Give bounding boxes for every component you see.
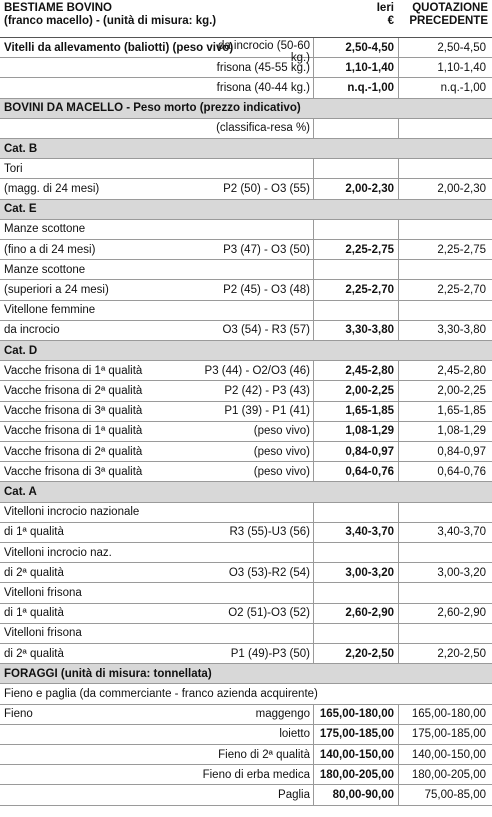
column-divider [398,321,399,340]
row-label: di 2ª qualità [4,566,64,579]
column-divider [398,301,399,320]
row-price-ieri: 1,08-1,29 [345,425,394,438]
column-divider [313,543,314,562]
row-classification: P3 (47) - O3 (50) [223,243,310,256]
row-price-precedente [400,543,486,562]
column-divider [313,159,314,178]
column-divider [398,58,399,77]
table-row [0,179,492,199]
row-price-precedente: 1,08-1,29 [437,425,486,438]
row-label: Vitellone femmine [4,304,96,317]
column-divider [313,725,314,744]
row-classification: P2 (50) - O3 (55) [223,182,310,195]
column-divider [398,38,399,57]
row-classification: frisona (40-44 kg.) [216,81,310,94]
row-label: Fieno e paglia (da commerciante - franco azienda acquirente) [4,687,318,700]
row-classification: maggengo [255,708,310,721]
column-divider [313,785,314,804]
table-row [0,785,492,805]
column-divider [313,240,314,259]
table-row [0,765,492,785]
row-price-precedente: 2,60-2,90 [437,607,486,620]
column-divider [313,745,314,764]
table-row [0,260,492,280]
row-classification [150,503,310,522]
column-divider [313,765,314,784]
row-price-precedente: 2,00-2,25 [437,384,486,397]
column-divider [313,260,314,279]
row-classification [150,624,310,643]
column-divider [398,745,399,764]
column-divider [398,361,399,380]
row-classification: (peso vivo) [253,445,310,458]
header-ieri-line1: Ieri [376,2,394,14]
row-label: di 2ª qualità [4,647,64,660]
row-price-precedente: 2,45-2,80 [437,364,486,377]
row-price-ieri: 2,50-4,50 [345,41,394,54]
column-divider [398,422,399,441]
column-divider [398,705,399,724]
row-price-ieri: 140,00-150,00 [319,748,394,761]
table-row [0,624,492,644]
row-price-precedente: 75,00-85,00 [424,788,486,801]
row-label: Vacche frisona di 2ª qualità [4,384,143,397]
row-label: Fieno [4,708,33,721]
row-price-precedente: 2,25-2,75 [437,243,486,256]
row-price-ieri [314,503,394,522]
column-divider [398,159,399,178]
header-quotazione [404,2,488,28]
column-divider [313,301,314,320]
table-row [0,381,492,401]
header-title-line2: (franco macello) - (unità di misura: kg.) [4,15,217,27]
table-row [0,664,492,684]
column-divider [398,179,399,198]
row-price-precedente [400,301,486,320]
column-divider [398,543,399,562]
row-price-ieri [314,119,394,138]
row-price-precedente: 0,84-0,97 [437,445,486,458]
row-price-precedente: 1,65-1,85 [437,405,486,418]
row-label: Vacche frisona di 3ª qualità [4,465,143,478]
row-label: (fino a di 24 mesi) [4,243,96,256]
row-label: Vitelloni frisona [4,627,82,640]
column-divider [313,583,314,602]
header-quot-line1: QUOTAZIONE [412,2,488,14]
table-header [0,0,492,38]
header-ieri-line2: € [387,15,394,27]
table-row [0,523,492,543]
row-price-ieri [314,624,394,643]
column-divider [313,503,314,522]
column-divider [313,462,314,481]
column-divider [398,442,399,461]
row-price-precedente: 3,40-3,70 [437,526,486,539]
column-divider [313,321,314,340]
column-divider [313,381,314,400]
row-label: Cat. B [4,142,38,155]
row-price-precedente [400,624,486,643]
row-price-precedente: 180,00-205,00 [411,768,486,781]
column-divider [313,624,314,643]
table-row [0,725,492,745]
row-price-precedente: 165,00-180,00 [411,708,486,721]
row-classification: frisona (45-55 kg.) [216,61,310,74]
table-row [0,684,492,704]
row-price-ieri: 2,45-2,80 [345,364,394,377]
table-row [0,240,492,260]
row-classification: P2 (45) - O3 (48) [223,283,310,296]
table-row [0,220,492,240]
row-classification [150,543,310,562]
row-price-ieri: n.q.-1,00 [347,81,394,94]
table-row [0,422,492,442]
row-classification: O3 (54) - R3 (57) [222,324,310,337]
row-price-precedente [400,159,486,178]
row-price-precedente: 2,20-2,50 [437,647,486,660]
column-divider [313,280,314,299]
row-price-ieri [314,543,394,562]
row-label: Cat. D [4,344,38,357]
row-label: da incrocio [4,324,60,337]
row-price-ieri: 1,65-1,85 [345,405,394,418]
row-classification: Fieno di erba medica [202,768,310,781]
row-label: Vitelloni frisona [4,586,82,599]
row-price-ieri: 2,25-2,75 [345,243,394,256]
row-price-precedente: 175,00-185,00 [411,728,486,741]
row-classification [150,583,310,602]
table-row [0,321,492,341]
row-price-precedente: 140,00-150,00 [411,748,486,761]
table-row [0,99,492,119]
table-row [0,78,492,98]
row-label: Manze scottone [4,223,86,236]
column-divider [398,725,399,744]
row-price-ieri: 2,00-2,25 [345,384,394,397]
table-row [0,563,492,583]
table-row [0,200,492,220]
row-price-ieri: 3,30-3,80 [345,324,394,337]
row-label: Vacche frisona di 1ª qualità [4,364,143,377]
column-divider [398,462,399,481]
row-price-precedente [400,220,486,239]
header-ieri [358,2,394,28]
row-price-precedente: 2,50-4,50 [437,41,486,54]
row-classification: (peso vivo) [253,465,310,478]
row-price-ieri: 2,25-2,70 [345,283,394,296]
row-price-precedente [400,119,486,138]
row-price-ieri: 175,00-185,00 [319,728,394,741]
row-label: Cat. E [4,203,37,216]
row-price-ieri [314,260,394,279]
column-divider [313,422,314,441]
row-label: (superiori a 24 mesi) [4,283,109,296]
column-divider [398,402,399,421]
row-price-ieri [314,159,394,178]
column-divider [398,280,399,299]
column-divider [313,119,314,138]
row-label: Vacche frisona di 3ª qualità [4,405,143,418]
row-classification: da incrocio (50-60 kg.) [217,40,310,64]
row-label: di 1ª qualità [4,607,64,620]
column-divider [398,523,399,542]
row-classification [150,159,310,178]
table-row [0,604,492,624]
header-quot-line2: PRECEDENTE [409,15,488,27]
row-price-ieri [314,220,394,239]
table-row [0,159,492,179]
table-row [0,543,492,563]
column-divider [398,240,399,259]
column-divider [313,523,314,542]
row-price-precedente: 2,25-2,70 [437,283,486,296]
row-classification: loietto [279,728,310,741]
row-price-precedente: 3,30-3,80 [437,324,486,337]
row-price-precedente [400,583,486,602]
row-price-precedente [400,503,486,522]
row-price-precedente [400,260,486,279]
column-divider [398,260,399,279]
table-row [0,58,492,78]
row-price-ieri: 1,10-1,40 [345,61,394,74]
column-divider [398,381,399,400]
column-divider [398,119,399,138]
row-price-ieri [314,301,394,320]
column-divider [313,705,314,724]
row-label: Vitelli da allevamento (baliotti) (peso vivo) [4,41,234,54]
row-classification [150,301,310,320]
column-divider [398,583,399,602]
table-row [0,301,492,321]
table-row [0,462,492,482]
table-row [0,644,492,664]
row-price-precedente: 1,10-1,40 [437,61,486,74]
header-title [4,2,216,28]
row-label: Vitelloni incrocio naz. [4,546,112,559]
column-divider [398,220,399,239]
row-label: di 1ª qualità [4,526,64,539]
column-divider [398,78,399,97]
row-label: Vacche frisona di 1ª qualità [4,425,143,438]
column-divider [398,604,399,623]
column-divider [313,604,314,623]
row-label: (magg. di 24 mesi) [4,182,100,195]
row-price-ieri: 2,00-2,30 [345,182,394,195]
row-price-precedente: 2,00-2,30 [437,182,486,195]
row-classification: Paglia [278,788,310,801]
column-divider [313,78,314,97]
row-classification: Fieno di 2ª qualità [218,748,310,761]
row-price-ieri: 0,64-0,76 [345,465,394,478]
row-classification: P2 (42) - P3 (43) [224,384,310,397]
table-row [0,139,492,159]
table-row [0,503,492,523]
row-price-ieri: 3,00-3,20 [345,566,394,579]
table-row [0,442,492,462]
table-row [0,705,492,725]
column-divider [398,563,399,582]
table-row [0,119,492,139]
row-label: Manze scottone [4,263,86,276]
column-divider [313,38,314,57]
row-price-ieri: 80,00-90,00 [332,788,394,801]
row-price-ieri: 2,60-2,90 [345,607,394,620]
row-classification [150,220,310,239]
column-divider [398,644,399,663]
row-classification: R3 (55)-U3 (56) [229,526,310,539]
row-price-ieri: 0,84-0,97 [345,445,394,458]
row-label: Vacche frisona di 2ª qualità [4,445,143,458]
column-divider [313,442,314,461]
row-price-ieri: 2,20-2,50 [345,647,394,660]
row-price-ieri: 165,00-180,00 [319,708,394,721]
column-divider [313,563,314,582]
table-row [0,341,492,361]
row-classification [150,260,310,279]
column-divider [313,179,314,198]
table-row [0,280,492,300]
column-divider [313,220,314,239]
column-divider [398,765,399,784]
column-divider [313,402,314,421]
table-row [0,402,492,422]
column-divider [398,624,399,643]
table-row [0,361,492,381]
column-divider [313,644,314,663]
table-row [0,583,492,603]
table-row [0,38,492,64]
column-divider [398,785,399,804]
row-label: Vitelloni incrocio nazionale [4,506,140,519]
row-label: Cat. A [4,485,37,498]
row-price-ieri: 3,40-3,70 [345,526,394,539]
row-classification: (peso vivo) [253,425,310,438]
row-label: Tori [4,162,23,175]
row-classification: P3 (44) - O2/O3 (46) [204,364,310,377]
row-label: FORAGGI (unità di misura: tonnellata) [4,667,212,680]
column-divider [313,58,314,77]
header-title-line1: BESTIAME BOVINO [4,2,112,14]
row-price-precedente: n.q.-1,00 [440,81,486,94]
row-price-precedente: 3,00-3,20 [437,566,486,579]
row-price-ieri: 180,00-205,00 [319,768,394,781]
row-price-precedente: 0,64-0,76 [437,465,486,478]
row-price-ieri [314,583,394,602]
row-classification: P1 (49)-P3 (50) [230,647,310,660]
row-classification: P1 (39) - P1 (41) [224,405,310,418]
table-row [0,482,492,502]
row-classification: O2 (51)-O3 (52) [228,607,310,620]
row-classification: O3 (53)-R2 (54) [228,566,310,579]
column-divider [398,503,399,522]
table-row [0,745,492,765]
column-divider [313,361,314,380]
row-label: BOVINI DA MACELLO - Peso morto (prezzo indicativo) [4,102,301,115]
row-classification: (classifica-resa %) [216,122,310,135]
